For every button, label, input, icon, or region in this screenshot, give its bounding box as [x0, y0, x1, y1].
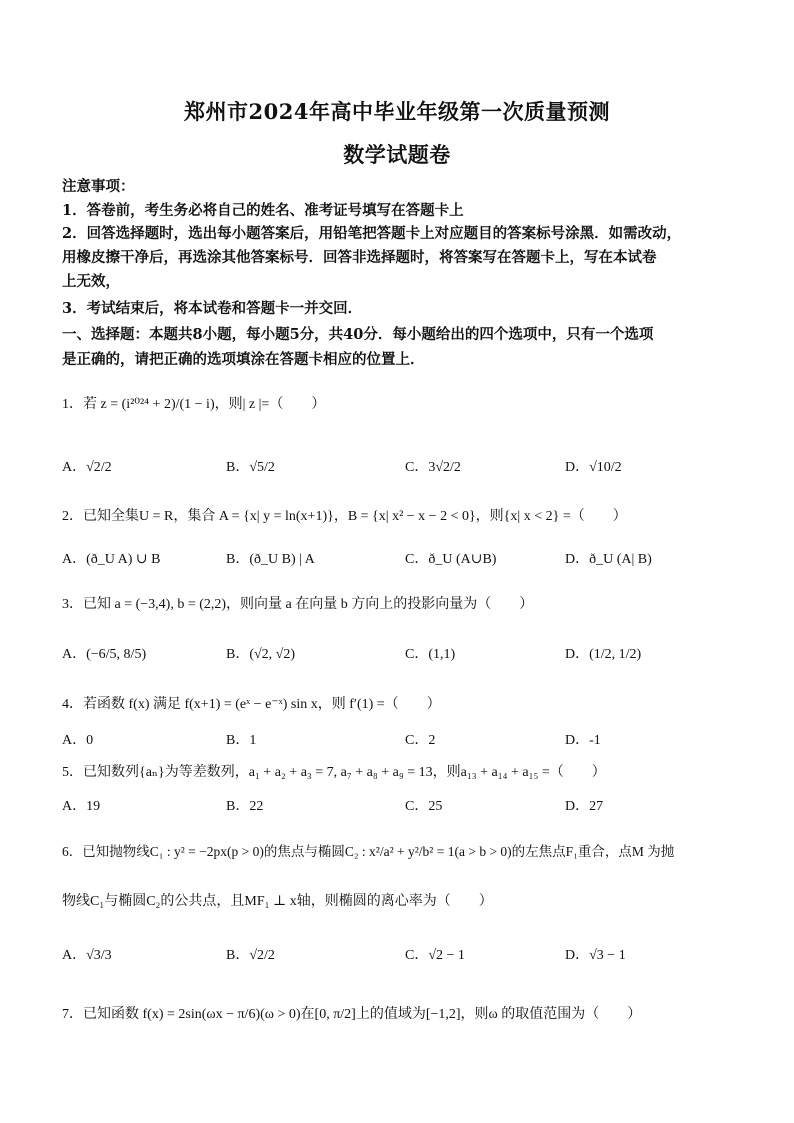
question-6-option-b: B．√2/2 [226, 948, 275, 963]
question-5-stem: 5．已知数列{aₙ}为等差数列，a₁ + a₂ + a₃ = 7, a₇ + a₈ + a₉ = 13，则a₁₃ + a₁₄ + a₁₅ =（ ） [62, 765, 606, 780]
section-heading-line2: 是正确的，请把正确的选项填涂在答题卡相应的位置上． [62, 351, 425, 368]
question-4-option-b: B．1 [226, 733, 257, 748]
question-2-option-c: C．ð_U (A∪B) [405, 552, 497, 567]
question-3-option-b: B．(√2, √2) [226, 647, 296, 662]
notice-item-1: 1．答卷前，考生务必将自己的姓名、准考证号填写在答题卡上 [62, 202, 464, 219]
question-4-option-a: A．0 [62, 733, 94, 748]
question-4-option-d: D．-1 [565, 733, 601, 748]
question-5-option-c: C．25 [405, 799, 443, 814]
notice-item-2-cont: 用橡皮擦干净后，再选涂其他答案标号．回答非选择题时，将答案写在答题卡上，写在本试卷 [62, 249, 657, 266]
question-2-option-a: A．(ð_U A) ∪ B [62, 552, 161, 567]
question-6-option-a: A．√3/3 [62, 948, 112, 963]
question-3-option-a: A．(−6/5, 8/5) [62, 647, 147, 662]
question-3-stem: 3．已知 a = (−3,4), b = (2,2)，则向量 a 在向量 b 方向上的投影向量为（ ） [62, 597, 534, 612]
question-5-option-d: D．27 [565, 799, 604, 814]
question-3-option-d: D．(1/2, 1/2) [565, 647, 642, 662]
question-7-stem: 7．已知函数 f(x) = 2sin(ωx − π/6)(ω > 0)在[0, π/2]上的值域为[−1,2]，则ω 的取值范围为（ ） [62, 1007, 642, 1022]
question-2-option-b: B．(ð_U B) | A [226, 552, 315, 567]
question-1-option-a: A．√2/2 [62, 460, 112, 475]
exam-subtitle: 数学试题卷 [343, 142, 451, 167]
question-4-option-c: C．2 [405, 733, 436, 748]
question-6-option-c: C．√2 − 1 [405, 948, 465, 963]
exam-title: 郑州市2024年高中毕业年级第一次质量预测 [184, 99, 610, 124]
question-5-option-a: A．19 [62, 799, 101, 814]
question-6-stem-line1: 6．已知抛物线C₁ : y² = −2px(p > 0)的焦点与椭圆C₂ : x²/a² + y²/b² = 1(a > b > 0)的左焦点F₁重合，点M 为抛 [62, 844, 675, 859]
question-1-option-b: B．√5/2 [226, 460, 275, 475]
question-2-option-d: D．ð_U (A| B) [565, 552, 652, 567]
notice-item-2: 2．回答选择题时，选出每小题答案后，用铅笔把答题卡上对应题目的答案标号涂黑．如需改动， [62, 225, 682, 242]
notice-heading: 注意事项： [62, 178, 135, 195]
question-1-option-d: D．√10/2 [565, 460, 622, 475]
question-3-option-c: C．(1,1) [405, 647, 456, 662]
notice-item-3: 3．考试结束后，将本试卷和答题卡一并交回． [62, 300, 363, 317]
question-4-stem: 4．若函数 f(x) 满足 f(x+1) = (eˣ − e⁻ˣ) sin x，则 f′(1) =（ ） [62, 697, 441, 712]
notice-item-2-end: 上无效， [62, 273, 120, 290]
section-heading-line1: 一、选择题：本题共8小题，每小题5分，共40分．每小题给出的四个选项中，只有一个选项 [62, 326, 654, 343]
question-6-option-d: D．√3 − 1 [565, 948, 626, 963]
question-2-stem: 2．已知全集U = R，集合 A = {x| y = ln(x+1)}，B = {x| x² − x − 2 < 0}，则{x| x < 2} =（ ） [62, 509, 627, 524]
question-1-stem: 1．若 z = (i²⁰²⁴ + 2)/(1 − i)，则| z |=（ ） [62, 397, 326, 412]
question-6-stem-line2: 物线C₁与椭圆C₂的公共点，且MF₁ ⊥ x轴，则椭圆的离心率为（ ） [62, 894, 493, 909]
question-5-option-b: B．22 [226, 799, 264, 814]
question-1-option-c: C．3√2/2 [405, 460, 461, 475]
